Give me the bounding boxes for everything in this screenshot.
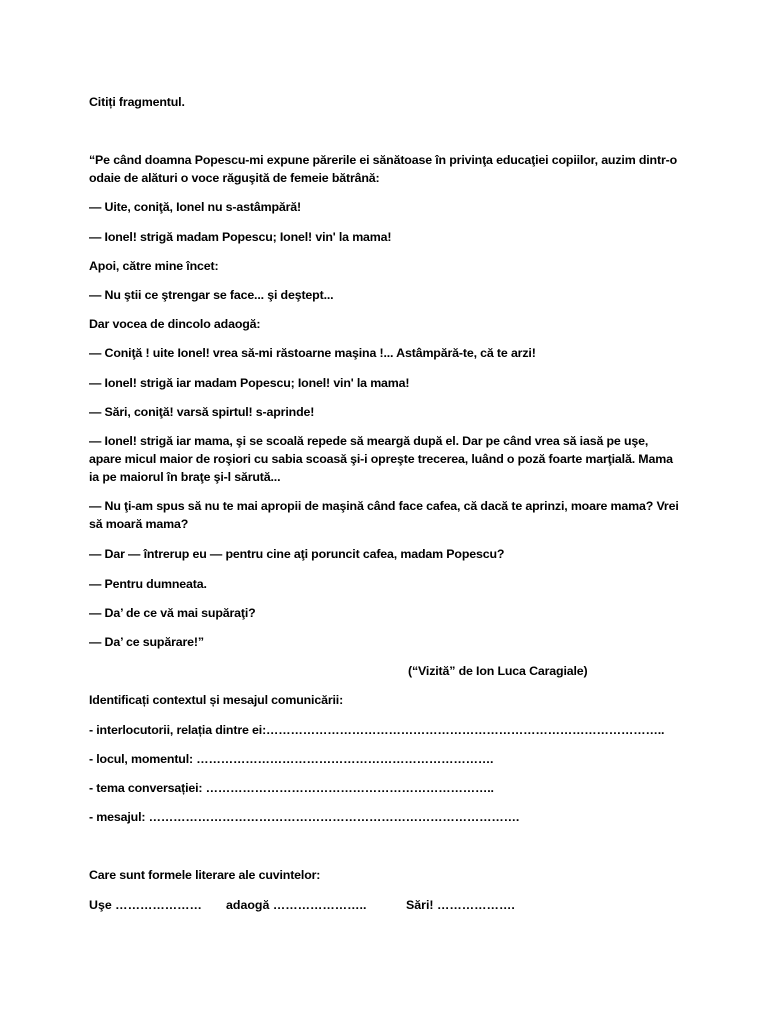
- fragment-dialogue-line: — Da’ ce supărare!”: [89, 635, 204, 649]
- fragment-dialogue-line: — Uite, coniţă, Ionel nu s-astâmpără!: [89, 200, 302, 214]
- fragment-paragraph-dialogue: — Nu ţi-am spus să nu te mai apropii de maşină când face cafea, că dacă te aprinzi, moare mama? Vrei să moară mama?: [89, 499, 679, 531]
- fragment-narration-line: Dar vocea de dincolo adaogă:: [89, 317, 261, 331]
- fragment-dialogue-line: — Pentru dumneata.: [89, 577, 207, 591]
- fragment-dialogue-line: — Ionel! strigă madam Popescu; Ionel! vin' la mama!: [89, 230, 392, 244]
- fragment-dialogue-line: — Dar — întrerup eu — pentru cine aţi poruncit cafea, madam Popescu?: [89, 547, 505, 561]
- fragment-dialogue-line: — Da’ de ce vă mai supăraţi?: [89, 606, 256, 620]
- instruction-heading: Citiți fragmentul.: [89, 95, 185, 109]
- fragment-narration-line: Apoi, către mine încet:: [89, 259, 219, 273]
- task2-words-row: [89, 896, 689, 914]
- task1-item-message: - mesajul: ……………………………………………………………………………….: [89, 810, 520, 824]
- fragment-paragraph-intro: “Pe când doamna Popescu-mi expune părerile ei sănătoase în privinţa educaţiei copiilor, auzim dintr-o odaie de alături o voce răguşită de femeie bătrână:: [89, 153, 678, 185]
- task1-heading: Identificați contextul și mesajul comunicării:: [89, 693, 344, 707]
- task2-word-sari: Sări! ……………….: [406, 898, 515, 912]
- task2-word-use: Uşe …………………: [89, 898, 202, 912]
- task1-item-place-time: - locul, momentul: ……………………………………………………………….: [89, 752, 494, 766]
- task1-item-topic: - tema conversației: ……………………………………………………………..: [89, 781, 494, 795]
- fragment-dialogue-line: — Ionel! strigă iar madam Popescu; Ionel! vin' la mama!: [89, 376, 410, 390]
- fragment-paragraph-narration: — Ionel! strigă iar mama, şi se scoală repede să meargă după el. Dar pe când vrea să iasă pe uşe, apare micul maior de roşiori cu sabia scoasă şi-i opreşte trecerea, luând o poză foarte marţială. Mama ia pe maiorul în braţe şi-l sărută...: [89, 434, 673, 484]
- task2-heading: Care sunt formele literare ale cuvintelor:: [89, 868, 321, 882]
- task1-item-interlocutors: - interlocutorii, relația dintre ei:……………………………………………………………………………………..: [89, 723, 665, 737]
- fragment-dialogue-line: — Nu ştii ce ştrengar se face... şi deştept...: [89, 288, 334, 302]
- fragment-dialogue-line: — Sări, coniţă! varsă spirtul! s-aprinde!: [89, 405, 315, 419]
- fragment-dialogue-line: — Coniţă ! uite Ionel! vrea să-mi răstoarne maşina !... Astâmpără-te, că te arzi!: [89, 346, 536, 360]
- task2-word-adaoga: adaogă …………………..: [226, 898, 367, 912]
- source-citation: (“Vizită” de Ion Luca Caragiale): [408, 664, 588, 678]
